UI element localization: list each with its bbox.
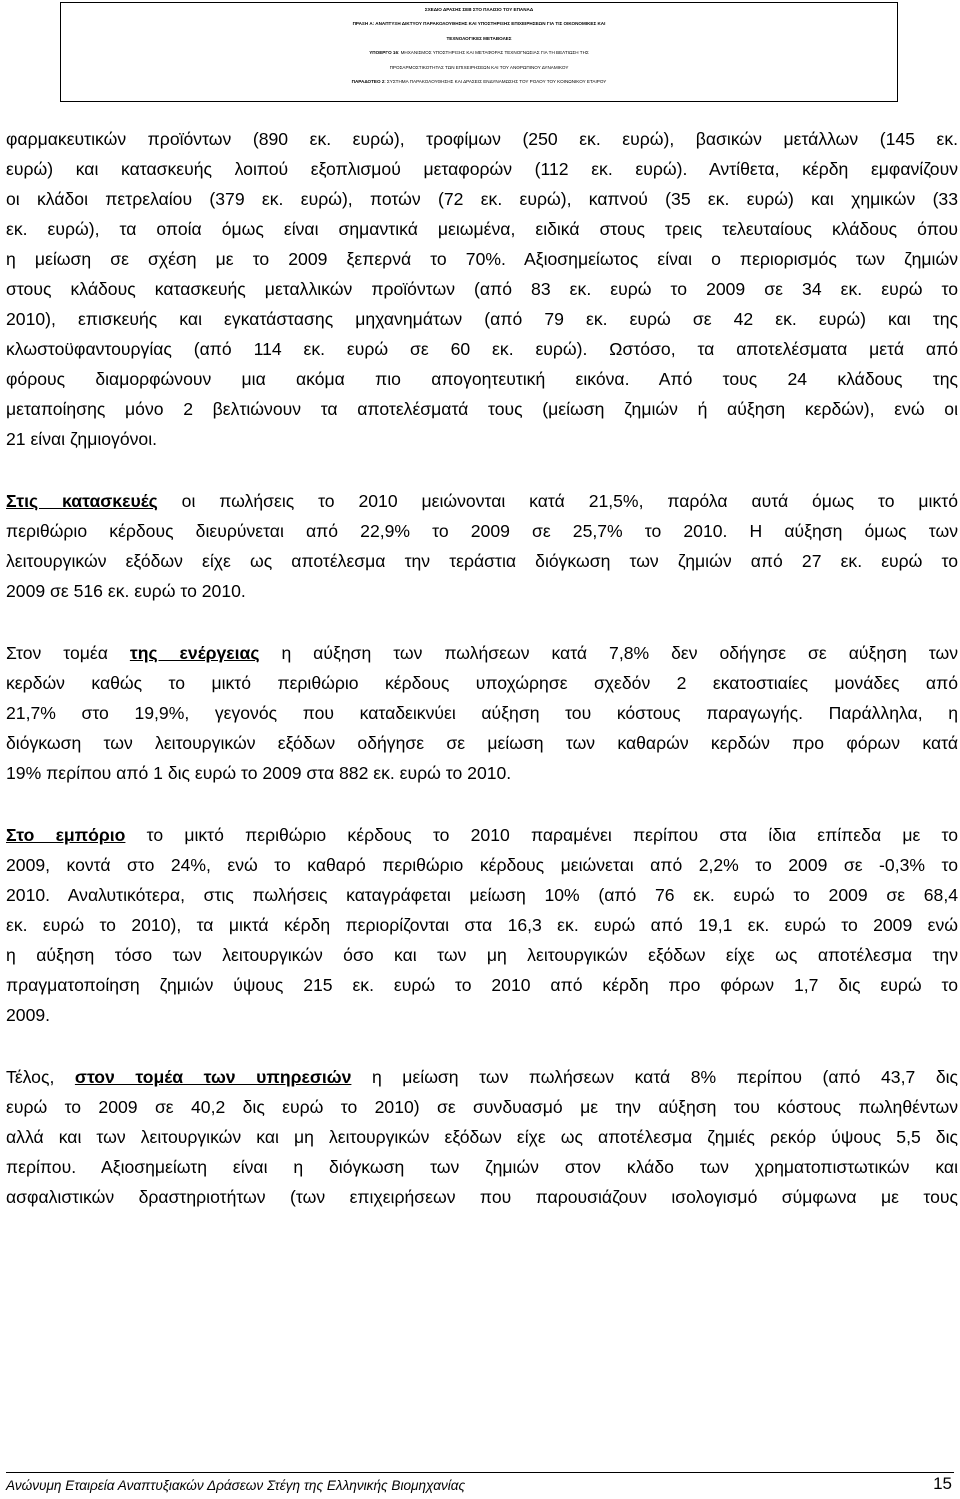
text-line: ευρώ το 2009 σε 40,2 δις ευρώ το 2010) σε συνδυασμό με την αύξηση του κόστους πωληθέντων	[6, 1097, 958, 1117]
document-header	[60, 2, 898, 102]
text-line: 2009.	[6, 1005, 51, 1025]
page-number: 15	[933, 1474, 952, 1493]
text-line: εκ. ευρώ το 2010), τα μικτά κέρδη περιορίζονται στα 16,3 εκ. ευρώ από 19,1 εκ. ευρώ το 2009 ενώ	[6, 915, 958, 935]
paragraph-construction	[6, 486, 958, 606]
text-line: 21,7% στο 19,9%, γεγονός που καταδεικνύει αύξηση του κόστους παραγωγής. Παράλληλα, η	[6, 703, 958, 723]
paragraph-commerce	[6, 820, 958, 1030]
text-line	[6, 638, 958, 668]
paragraph-services	[6, 1062, 958, 1212]
text-line: 21 είναι ζημιογόνοι.	[6, 429, 157, 449]
text-line: διόγκωση των λειτουργικών εξόδων οδήγησε σε μείωση των καθαρών κερδών προ φόρων κατά	[6, 733, 958, 753]
text-line: εκ. ευρώ), τα οποία όμως είναι σημαντικά μειωμένα, ειδικά στους τρεις τελευταίους κλάδους όπου	[6, 219, 958, 239]
text-line: 19% περίπου από 1 δις ευρώ το 2009 στα 882 εκ. ευρώ το 2010.	[6, 763, 512, 783]
document-body	[6, 124, 958, 1212]
text-line: αλλά και των λειτουργικών και μη λειτουργικών εξόδων είχε ως αποτέλεσμα ζημιές ρεκόρ ύψους 5,5 δις	[6, 1127, 958, 1147]
text-fragment: το μικτό περιθώριο κέρδους το 2010 παραμένει περίπου στα ίδια επίπεδα με το	[125, 825, 958, 845]
header-line-2	[61, 17, 897, 31]
text-line: κλωστοϋφαντουργίας (από 114 εκ. ευρώ σε 60 εκ. ευρώ). Ωστόσο, τα αποτελέσματα μετά από	[6, 339, 958, 359]
text-line: λειτουργικών εξόδων είχε ως αποτέλεσμα την τεράστια διόγκωση των ζημιών από 27 εκ. ευρώ το	[6, 551, 958, 571]
text-fragment: Τέλος,	[6, 1067, 75, 1087]
text-line	[6, 1062, 958, 1092]
keyword-commerce: Στο εμπόριο	[6, 825, 126, 845]
keyword-services: στον τομέα των υπηρεσιών	[74, 1067, 352, 1087]
footer-divider	[6, 1472, 954, 1473]
text-line: οι κλάδοι πετρελαίου (379 εκ. ευρώ), ποτών (72 εκ. ευρώ), καπνού (35 εκ. ευρώ) και χημικών (33	[6, 189, 958, 209]
text-line: ασφαλιστικών δραστηριοτήτων (των επιχειρήσεων που παρουσιάζουν ισολογισμό σύμφωνα με τους	[6, 1187, 958, 1207]
header-line-6	[61, 75, 897, 89]
text-line: κερδών καθώς το μικτό περιθώριο κέρδους υποχώρησε σχεδόν 2 εκατοστιαίες μονάδες από	[6, 673, 958, 693]
keyword-energy: της ενέργειας	[129, 643, 260, 663]
text-line: μεταποίησης μόνο 2 βελτιώνουν τα αποτελέσματά τους (μείωση ζημιών ή αύξηση κερδών), ενώ οι	[6, 399, 958, 419]
text-line: η μείωση σε σχέση με το 2009 ξεπερνά το 70%. Αξιοσημείωτος είναι ο περιορισμός των ζημιών	[6, 249, 958, 269]
header-line-3: ΤΕΧΝΟΛΟΓΙΚΕΣ ΜΕΤΑΒΟΛΕΣ	[446, 35, 512, 41]
text-line	[6, 820, 958, 850]
header-line-4	[61, 46, 897, 60]
text-line: ευρώ) και κατασκευής λοιπού εξοπλισμού μεταφορών (112 εκ. ευρώ). Αντίθετα, κέρδη εμφανίζουν	[6, 159, 958, 179]
header-line-2-text: : ΑΝΑΠΤΥΞΗ ΔΙΚΤΥΟΥ ΠΑΡΑΚΟΛΟΥΘΗΣΗΣ ΚΑΙ ΥΠΟΣΤΗΡΙΞΗΣ ΕΠΙΧΕΙΡΗΣΕΩΝ ΓΙΑ ΤΙΣ ΟΙΚΟΝΟΜΙΚΕΣ ΚΑΙ	[372, 21, 606, 27]
header-line-5: ΠΡΟΣΑΡΜΟΣΤΙΚΟΤΗΤΑΣ ΤΩΝ ΕΠΙΧΕΙΡΗΣΕΩΝ ΚΑΙ ΤΟΥ ΑΝΘΡΩΠΙΝΟΥ ΔΥΝΑΜΙΚΟΥ	[389, 64, 569, 70]
text-fragment: Στον τομέα	[6, 643, 130, 663]
header-line-6-text: : ΣΥΣΤΗΜΑ ΠΑΡΑΚΟΛΟΥΘΗΣΗΣ ΚΑΙ ΔΡΑΣΕΙΣ ΕΝΔΥΝΑΜΩΣΗΣ ΤΟΥ ΡΟΛΟΥ ΤΟΥ ΚΟΙΝΩΝΙΚΟΥ ΕΤΑΙΡΟΥ	[384, 79, 607, 85]
header-line-6-label: ΠΑΡΑΔΟΤΕΟ 2	[351, 79, 385, 85]
keyword-construction: Στις κατασκευές	[6, 491, 158, 511]
header-line-4-label: ΥΠΟΕΡΓΟ 16	[369, 50, 399, 56]
text-fragment: οι πωλήσεις το 2010 μειώνονται κατά 21,5%, παρόλα αυτά όμως το μικτό	[157, 491, 958, 511]
text-fragment: η μείωση των πωλήσεων κατά 8% περίπου (από 43,7 δις	[351, 1067, 958, 1087]
text-line	[6, 486, 958, 516]
paragraph-energy	[6, 638, 958, 788]
header-line-4-text: : ΜΗΧΑΝΙΣΜΟΣ ΥΠΟΣΤΗΡΙΞΗΣ ΚΑΙ ΜΕΤΑΦΟΡΑΣ ΤΕΧΝΟΓΝΩΣΙΑΣ ΓΙΑ ΤΗ ΒΕΛΤΙΩΣΗ ΤΗΣ	[398, 50, 589, 56]
text-line: 2010), επισκευής και εγκατάστασης μηχανημάτων (από 79 εκ. ευρώ σε 42 εκ. ευρώ) και της	[6, 309, 958, 329]
text-line: πραγματοποίηση ζημιών ύψους 215 εκ. ευρώ το 2010 από κέρδη προ φόρων 1,7 δις ευρώ το	[6, 975, 958, 995]
text-line: φόρους διαμορφώνουν μια ακόμα πιο απογοητευτική εικόνα. Από τους 24 κλάδους της	[6, 369, 958, 389]
text-line: στους κλάδους κατασκευής μεταλλικών προϊόντων (από 83 εκ. ευρώ το 2009 σε 34 εκ. ευρώ το	[6, 279, 958, 299]
header-line-2-label: ΠΡΑΞΗ Α	[352, 21, 373, 27]
footer-organization: Ανώνυμη Εταιρεία Αναπτυξιακών Δράσεων Στέγη της Ελληνικής Βιομηχανίας	[6, 1478, 466, 1493]
text-line: περίπου. Αξιοσημείωτη είναι η διόγκωση των ζημιών στον κλάδο των χρηματοπιστωτικών και	[6, 1157, 958, 1177]
text-line: 2010. Αναλυτικότερα, στις πωλήσεις καταγράφεται μείωση 10% (από 76 εκ. ευρώ το 2009 σε 68,4	[6, 885, 958, 905]
header-line-1: ΣΧΕΔΙΟ ΔΡΑΣΗΣ ΣΕΒ ΣΤΟ ΠΛΑΙΣΙΟ ΤΟΥ ΕΠΑΝΑΔ	[424, 7, 534, 12]
text-line: η αύξηση τόσο των λειτουργικών όσο και των μη λειτουργικών εξόδων είχε ως αποτέλεσμα την	[6, 945, 958, 965]
text-line: 2009 σε 516 εκ. ευρώ το 2010.	[6, 581, 246, 601]
paragraph-manufacturing	[6, 124, 958, 454]
text-line: φαρμακευτικών προϊόντων (890 εκ. ευρώ), τροφίμων (250 εκ. ευρώ), βασικών μετάλλων (145 εκ.	[6, 129, 958, 149]
text-fragment: η αύξηση των πωλήσεων κατά 7,8% δεν οδήγησε σε αύξηση των	[259, 643, 958, 663]
text-line: 2009, κοντά στο 24%, ενώ το καθαρό περιθώριο κέρδους μειώνεται από 2,2% το 2009 σε -0,3% το	[6, 855, 958, 875]
text-line: περιθώριο κέρδους διευρύνεται από 22,9% το 2009 σε 25,7% το 2010. Η αύξηση όμως των	[6, 521, 958, 541]
